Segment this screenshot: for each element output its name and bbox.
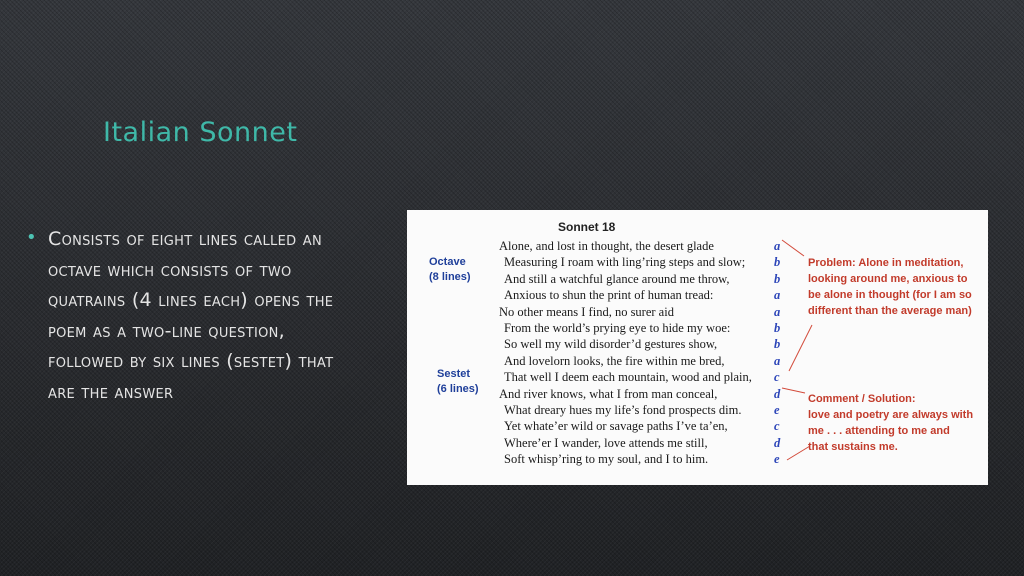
note-line: Problem: Alone in meditation, <box>808 257 964 269</box>
poem-line: Alone, and lost in thought, the desert glade <box>499 239 714 253</box>
rhyme-letter: b <box>774 321 781 335</box>
solution-pointer-line <box>787 446 810 460</box>
slide-title: Italian Sonnet <box>103 117 298 148</box>
rhyme-letter: d <box>774 386 781 401</box>
rhyme-letter: e <box>774 452 780 467</box>
rhyme-letter: a <box>774 239 781 253</box>
sestet-label-line: Sestet <box>437 368 471 380</box>
rhyme-letter: a <box>774 353 781 368</box>
solution-pointer-line <box>782 388 805 393</box>
poem-line: And lovelorn looks, the fire within me bred, <box>504 353 725 368</box>
rhyme-letter: d <box>774 435 781 450</box>
octave-label-line: Octave <box>429 256 466 268</box>
rhyme-letter: b <box>774 337 781 352</box>
bullet-item <box>26 224 366 407</box>
sonnet-figure <box>407 210 988 485</box>
note-line: different than the average man) <box>808 305 972 317</box>
note-line: me . . . attending to me and <box>808 425 950 437</box>
poem-line: No other means I find, no surer aid <box>499 304 674 319</box>
rhyme-letter: b <box>774 271 781 286</box>
rhyme-letter: a <box>774 288 781 303</box>
note-line: Comment / Solution: <box>808 393 916 405</box>
problem-pointer-line <box>789 325 812 371</box>
octave-label-line: (8 lines) <box>429 271 471 283</box>
note-line: looking around me, anxious to <box>808 273 968 285</box>
poem-line: Where’er I wander, love attends me still, <box>504 435 708 450</box>
note-line: that sustains me. <box>808 441 898 453</box>
problem-pointer-line <box>782 240 804 256</box>
poem-line: Measuring I roam with ling’ring steps and slow; <box>504 255 746 270</box>
solution-note <box>808 391 973 455</box>
figure-title: Sonnet 18 <box>558 220 616 234</box>
poem-line: From the world’s prying eye to hide my woe: <box>504 321 731 335</box>
poem-line: And still a watchful glance around me throw, <box>504 271 730 286</box>
rhyme-letter: b <box>774 255 781 270</box>
poem-line: And river knows, what I from man conceal, <box>499 386 718 401</box>
note-line: love and poetry are always with <box>808 409 974 421</box>
bullet-dot-icon: • <box>26 227 37 248</box>
rhyme-letter: c <box>774 419 780 434</box>
poem-line: So well my wild disorder’d gestures show, <box>504 337 718 352</box>
poem-line: That well I deem each mountain, wood and plain, <box>504 370 752 385</box>
bullet-text: Consists of eight lines called an octave which consists of two quatrains (4 lines each) opens the poem as a two-line question, followed by six lines (sestet) that are the answer <box>48 228 334 403</box>
poem-line: Anxious to shun the print of human tread: <box>504 288 714 303</box>
poem-line: What dreary hues my life’s fond prospects dim. <box>504 403 742 417</box>
rhyme-letter: e <box>774 403 780 417</box>
sestet-label-line: (6 lines) <box>437 383 479 395</box>
poem-line: Soft whisp’ring to my soul, and I to him. <box>504 452 709 467</box>
rhyme-letter: a <box>774 304 781 319</box>
problem-note <box>808 255 972 319</box>
rhyme-letter: c <box>774 370 780 385</box>
note-line: be alone in thought (for I am so <box>808 289 972 301</box>
poem-line: Yet whate’er wild or savage paths I’ve ta’en, <box>504 419 728 434</box>
